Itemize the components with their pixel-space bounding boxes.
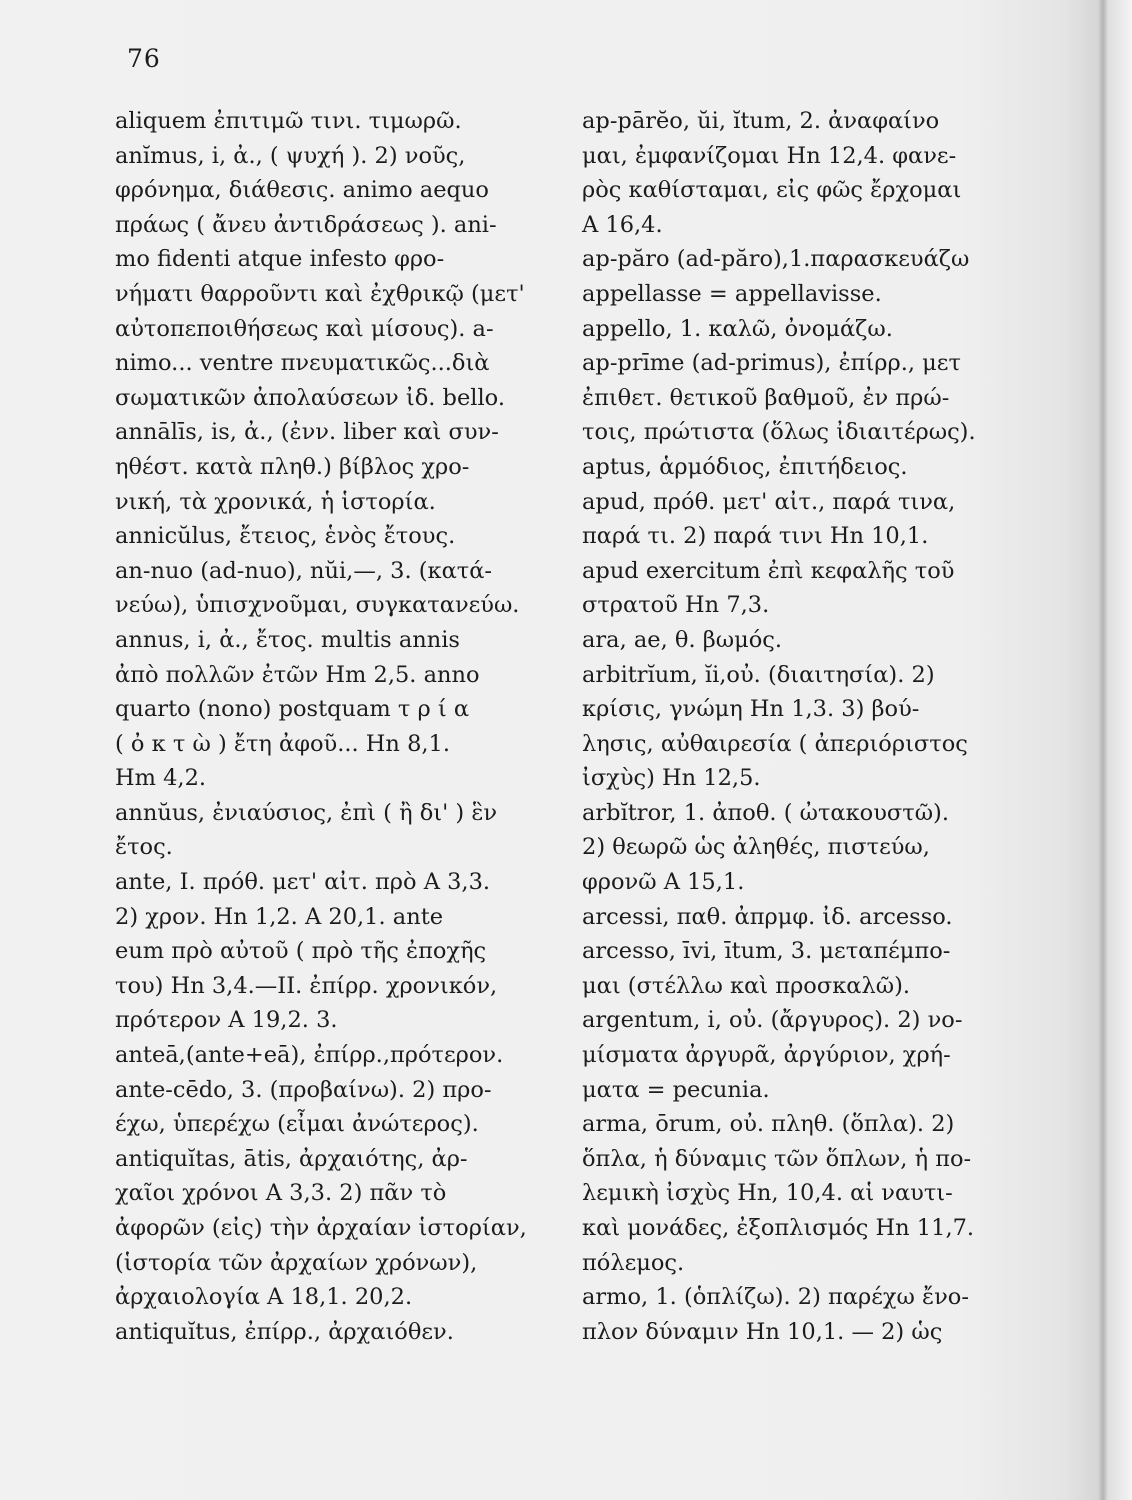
dictionary-entry bbox=[115, 104, 557, 139]
entry-line: annŭus, ἐνιαύσιος, ἐπὶ ( ἢ δι' ) ἓν bbox=[115, 799, 498, 826]
entry-line: φρόνημα, διάθεσις. animo aequo bbox=[115, 177, 489, 204]
left-column bbox=[115, 104, 557, 1349]
dictionary-entry bbox=[582, 485, 1012, 623]
entry-line: arcesso, īvi, ītum, 3. μεταπέμπο- bbox=[582, 938, 951, 965]
dictionary-entry bbox=[582, 450, 1012, 485]
right-column bbox=[582, 104, 1012, 1349]
entry-line: argentum, i, οὐ. (ἄργυρος). 2) νο- bbox=[582, 1007, 963, 1034]
entry-line: appellasse = appellavisse. bbox=[582, 280, 882, 307]
dictionary-entry bbox=[115, 865, 557, 1038]
entry-line: an-nuo (ad-nuo), nŭi,—, 3. (κατά- bbox=[115, 557, 493, 584]
entry-line: φρονῶ A 15,1. bbox=[582, 869, 745, 896]
entry-line: νεύω), ὑπισχνοῦμαι, συγκατανεύω. bbox=[115, 592, 520, 619]
dictionary-entry bbox=[115, 1315, 557, 1350]
entry-line: νική, τὰ χρονικά, ἡ ἱστορία. bbox=[115, 488, 436, 515]
entry-line: eum πρὸ αὐτοῦ ( πρὸ τῆς ἐποχῆς bbox=[115, 938, 487, 965]
entry-line: πλον δύναμιν Hn 10,1. — 2) ὡς bbox=[582, 1318, 943, 1345]
book-gutter-shadow bbox=[1098, 0, 1108, 1500]
entry-line: πρότερον A 19,2. 3. bbox=[115, 1007, 338, 1034]
entry-line: πόλεμος. bbox=[582, 1249, 685, 1276]
entry-line: aliquem ἐπιτιμῶ τινι. τιμωρῶ. bbox=[115, 108, 462, 134]
dictionary-entry bbox=[115, 139, 557, 416]
entry-line: ara, ae, θ. βωμός. bbox=[582, 626, 783, 653]
entry-line: ap-prīme (ad-primus), ἐπίρρ., μετ bbox=[582, 350, 961, 377]
entry-line: κρίσις, γνώμη Hn 1,3. 3) βού- bbox=[582, 696, 920, 723]
entry-line: ὅπλα, ἡ δύναμις τῶν ὅπλων, ἡ πο- bbox=[582, 1145, 972, 1172]
entry-line: χαῖοι χρόνοι A 3,3. 2) πᾶν τὸ bbox=[115, 1180, 447, 1207]
dictionary-entry bbox=[115, 1073, 557, 1142]
dictionary-entry bbox=[115, 519, 557, 554]
entry-line: Hm 4,2. bbox=[115, 765, 207, 792]
entry-line: μίσματα ἀργυρᾶ, ἀργύριον, χρή- bbox=[582, 1042, 951, 1069]
entry-line: ἀπὸ πολλῶν ἐτῶν Hm 2,5. anno bbox=[115, 661, 480, 688]
dictionary-entry bbox=[582, 104, 1012, 242]
page-number: 76 bbox=[127, 44, 161, 73]
entry-line: λεμικὴ ἰσχὺς Hn, 10,4. αἱ ναυτι- bbox=[582, 1180, 953, 1207]
dictionary-entry bbox=[582, 658, 1012, 796]
entry-line: annicŭlus, ἔτειος, ἑνὸς ἔτους. bbox=[115, 523, 456, 550]
entry-line: arcessi, παθ. ἀπρμφ. ἰδ. arcesso. bbox=[582, 903, 953, 930]
entry-line: μαι (στέλλω καὶ προσκαλῶ). bbox=[582, 972, 910, 999]
entry-line: ap-păro (ad-păro),1.παρασκευάζω bbox=[582, 246, 970, 273]
entry-line: αὐτοπεποιθήσεως καὶ μίσους). a- bbox=[115, 315, 494, 342]
dictionary-entry bbox=[582, 312, 1012, 347]
entry-line: στρατοῦ Hn 7,3. bbox=[582, 592, 770, 619]
entry-line: appello, 1. καλῶ, ὀνομάζω. bbox=[582, 315, 893, 342]
entry-line: armo, 1. (ὁπλίζω). 2) παρέχω ἔνο- bbox=[582, 1284, 969, 1311]
entry-line: anteā,(ante+eā), ἐπίρρ.,πρότερον. bbox=[115, 1042, 504, 1069]
dictionary-entry bbox=[582, 900, 1012, 935]
entry-line: ante-cēdo, 3. (προβαίνω). 2) προ- bbox=[115, 1076, 492, 1103]
dictionary-entry bbox=[582, 934, 1012, 1003]
entry-line: arma, ōrum, οὐ. πληθ. (ὅπλα). 2) bbox=[582, 1111, 955, 1138]
entry-line: antiquĭtus, ἐπίρρ., ἀρχαιόθεν. bbox=[115, 1318, 454, 1345]
entry-line: anĭmus, i, ἀ., ( ψυχή ). 2) νοῦς, bbox=[115, 142, 466, 169]
dictionary-entry bbox=[115, 1142, 557, 1315]
entry-line: arbĭtror, 1. ἀποθ. ( ὠτακουστῶ). bbox=[582, 799, 949, 826]
entry-line: arbitrĭum, ĭi,οὐ. (διαιτησία). 2) bbox=[582, 661, 935, 688]
entry-line: ἀφορῶν (εἰς) τὴν ἀρχαίαν ἱστορίαν, bbox=[115, 1215, 527, 1241]
dictionary-entry bbox=[115, 415, 557, 519]
entry-line: apud, πρόθ. μετ' αἰτ., παρά τινα, bbox=[582, 488, 956, 515]
entry-line: ἔτος. bbox=[115, 834, 173, 861]
dictionary-entry bbox=[582, 1003, 1012, 1107]
entry-line: nimo... ventre πνευματικῶς...διὰ bbox=[115, 350, 490, 377]
dictionary-entry bbox=[115, 554, 557, 623]
entry-line: apud exercitum ἐπὶ κεφαλῆς τοῦ bbox=[582, 557, 955, 584]
entry-line: ἀρχαιολογία A 18,1. 20,2. bbox=[115, 1284, 413, 1311]
dictionary-entry bbox=[115, 623, 557, 796]
dictionary-entry bbox=[582, 346, 1012, 450]
entry-line: σωματικῶν ἀπολαύσεων ἰδ. bello. bbox=[115, 384, 505, 411]
entry-line: ( ὀ κ τ ὼ ) ἔτη ἀφοῦ... Hn 8,1. bbox=[115, 730, 451, 757]
entry-line: aptus, ἁρμόδιος, ἐπιτήδειος. bbox=[582, 453, 908, 480]
entry-line: 2) θεωρῶ ὡς ἀληθές, πιστεύω, bbox=[582, 834, 930, 861]
entry-line: πράως ( ἄνευ ἀντιδράσεως ). ani- bbox=[115, 211, 497, 238]
dictionary-entry bbox=[582, 277, 1012, 312]
dictionary-entry bbox=[582, 242, 1012, 277]
entry-line: ante, I. πρόθ. μετ' αἰτ. πρὸ A 3,3. bbox=[115, 869, 491, 896]
entry-line: ἰσχὺς) Hn 12,5. bbox=[582, 765, 761, 792]
entry-line: έχω, ὑπερέχω (εἶμαι ἀνώτερος). bbox=[115, 1111, 479, 1138]
entry-line: παρά τι. 2) παρά τινι Hn 10,1. bbox=[582, 523, 929, 550]
dictionary-entry bbox=[582, 623, 1012, 658]
entry-line: ἐπιθετ. θετικοῦ βαθμοῦ, ἐν πρώ- bbox=[582, 384, 950, 411]
entry-line: τοις, πρώτιστα (ὅλως ἰδιαιτέρως). bbox=[582, 419, 976, 446]
entry-line: καὶ μονάδες, ἐξοπλισμός Hn 11,7. bbox=[582, 1215, 975, 1241]
dictionary-entry bbox=[582, 796, 1012, 900]
entry-line: ap-pārĕo, ŭi, ĭtum, 2. ἀναφαίνο bbox=[582, 108, 940, 134]
entry-line: του) Hn 3,4.—II. ἐπίρρ. χρονικόν, bbox=[115, 972, 498, 999]
dictionary-entry bbox=[582, 1280, 1012, 1349]
entry-line: mo fidenti atque infesto φρο- bbox=[115, 246, 445, 273]
entry-line: quarto (nono) postquam τ ρ ί α bbox=[115, 696, 470, 723]
entry-line: antiquĭtas, ātis, ἀρχαιότης, ἀρ- bbox=[115, 1145, 468, 1172]
entry-line: (ἱστορία τῶν ἀρχαίων χρόνων), bbox=[115, 1249, 478, 1276]
dictionary-entry bbox=[115, 1038, 557, 1073]
entry-line: A 16,4. bbox=[582, 211, 663, 238]
entry-line: ρὸς καθίσταμαι, εἰς φῶς ἔρχομαι bbox=[582, 177, 962, 204]
entry-line: νήματι θαρροῦντι καὶ ἐχθρικῷ (μετ' bbox=[115, 280, 525, 307]
entry-line: annus, i, ἀ., ἔτος. multis annis bbox=[115, 626, 460, 653]
entry-line: annālīs, is, ἀ., (ἐνν. liber καὶ συν- bbox=[115, 419, 499, 446]
entry-line: ματα = pecunia. bbox=[582, 1076, 770, 1103]
dictionary-entry bbox=[115, 796, 557, 865]
entry-line: ηθέστ. κατὰ πληθ.) βίβλος χρο- bbox=[115, 453, 470, 480]
entry-line: 2) χρον. Hn 1,2. A 20,1. ante bbox=[115, 903, 444, 930]
entry-line: μαι, ἐμφανίζομαι Hn 12,4. φανε- bbox=[582, 142, 957, 169]
entry-line: λησις, αὐθαιρεσία ( ἀπεριόριστος bbox=[582, 730, 968, 757]
dictionary-entry bbox=[582, 1107, 1012, 1280]
